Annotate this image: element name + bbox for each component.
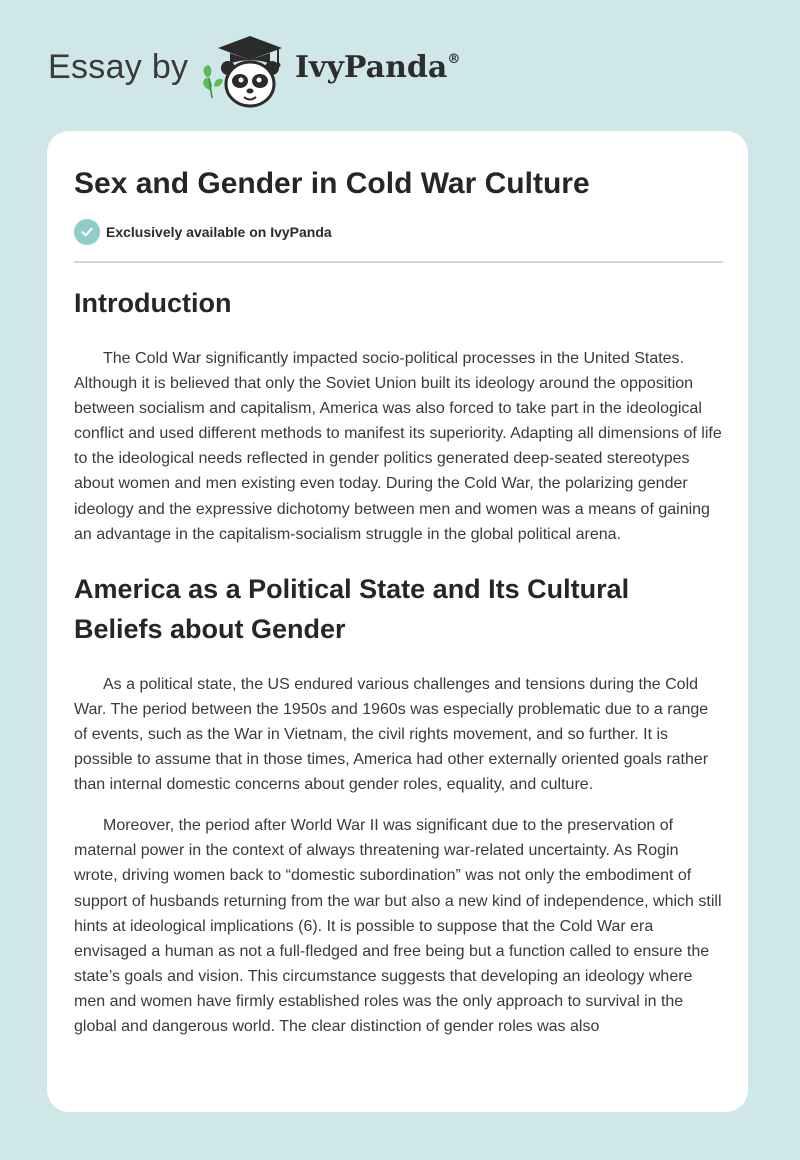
essay-content (74, 131, 723, 1039)
essay-by-label: Essay by (48, 48, 189, 86)
panda-graduate-icon[interactable] (200, 34, 290, 110)
essay-card (47, 131, 748, 1112)
exclusive-label: Exclusively available on IvyPanda (106, 224, 332, 240)
essay-title: Sex and Gender in Cold War Culture (74, 167, 590, 200)
section-heading-introduction: Introduction (74, 288, 232, 318)
exclusive-badge (74, 219, 723, 245)
brand-name[interactable]: IvyPanda® (295, 50, 461, 85)
ivy-leaf-icon (203, 65, 223, 98)
registered-mark: ® (447, 52, 461, 67)
paragraph: Moreover, the period after World War II was significant due to the preservation of maternal power in the context of always threatening war-related uncertainty. As Rogin wrote, driving women back to “domestic subordination” was not only the embodiment of support of husbands returning from the war but also a new kind of independence, which still hints at ideological implications (6). It is possible to suppose that the Cold War era envisaged a human as not a full-fledged and free being but a function called to ensure the state’s goals and vision. This circumstance suggests that developing an ideology where men and women have firmly established roles was the only approach to survival in the global and dangerous world. The clear distinction of gender roles was also (74, 817, 722, 1035)
paragraph: As a political state, the US endured various challenges and tensions during the Cold War. The period between the 1950s and 1960s was especially problematic due to a range of events, such as the War in Vietnam, the civil rights movement, and so further. It is possible to assume that in those times, America had other externally oriented goals rather than internal domestic concerns about gender roles, equality, and culture. (74, 675, 709, 794)
section-heading-america: America as a Political State and Its Cultural Beliefs about Gender (74, 573, 630, 644)
check-icon (74, 219, 100, 245)
paragraph: The Cold War significantly impacted socio-political processes in the United States. Although it is believed that only the Soviet Union built its ideology around the opposition between socialism and capitalism, America was also forced to take part in the ideological conflict and used different methods to manifest its superiority. Adapting all dimensions of life to the ideological needs reflected in gender politics generated deep-seated stereotypes about women and men existing even today. During the Cold War, the polarizing gender ideology and the expressive dichotomy between men and women was a means of gaining an advantage in the capitalism-socialism struggle in the global political arena. (74, 350, 722, 543)
title-divider (74, 261, 723, 263)
site-header (48, 34, 488, 114)
